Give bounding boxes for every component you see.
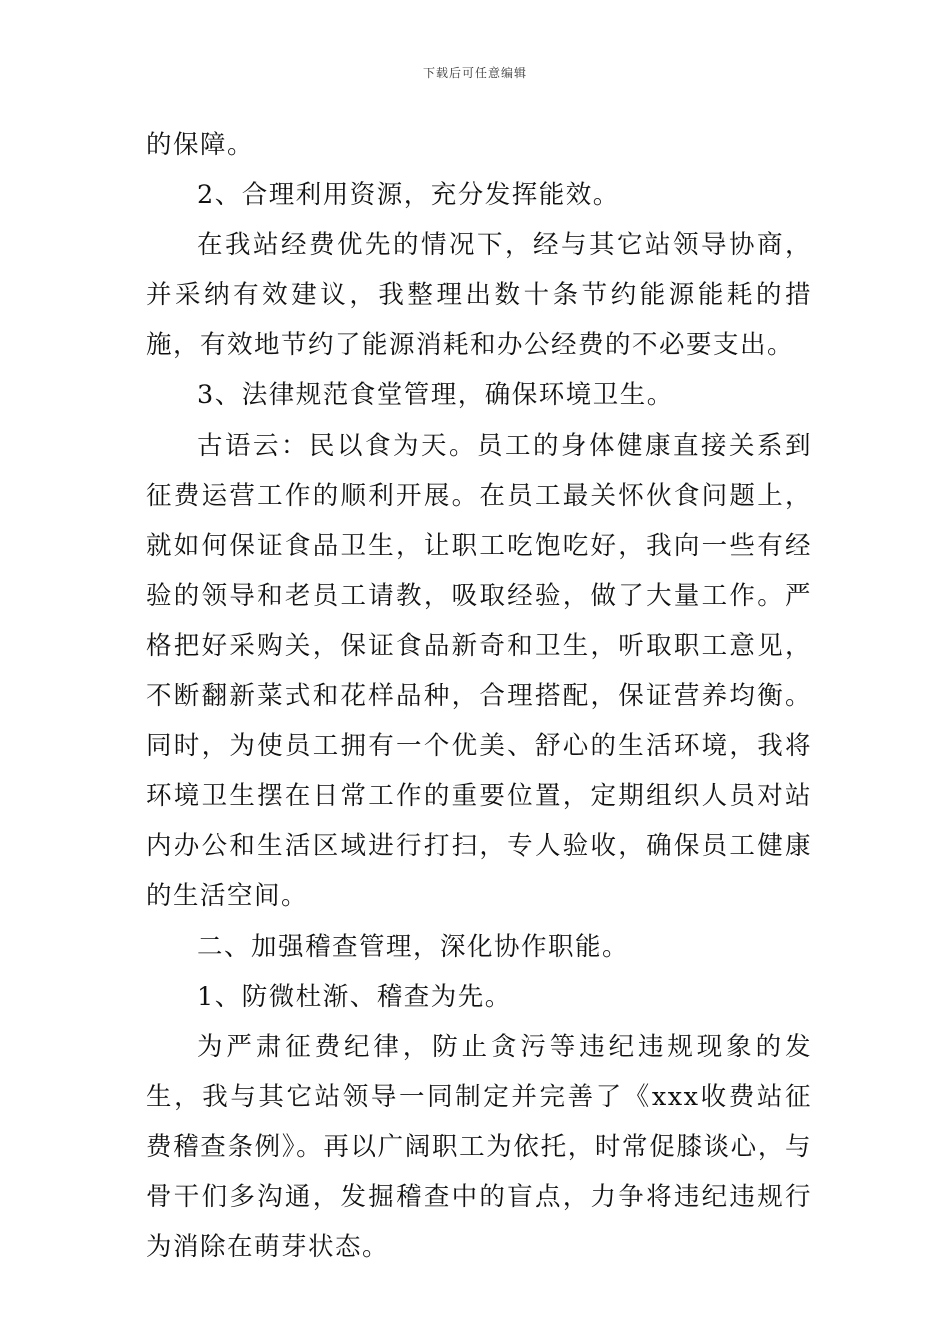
paragraph-continuation: 的保障。: [146, 130, 255, 160]
paragraph-heading-prevention: 1、防微杜渐、稽查为先。: [197, 981, 512, 1012]
page-header: 下载后可任意编辑: [422, 66, 527, 80]
paragraph-energy-saving: 在我站经费优先的情况下，经与其它站领导协商，并采纳有效建议，我整理出数十条节约能源能耗的措施，有效地节约了能源消耗和办公经费的不必要支出。: [146, 230, 812, 361]
document-body: [146, 120, 812, 1272]
paragraph-heading-inspection: 二、加强稽查管理，深化协作职能。: [197, 931, 630, 962]
paragraph-inspection-rules: 为严肃征费纪律，防止贪污等违纪违规现象的发生，我与其它站领导一同制定并完善了《xxx收费站征费稽查条例》。再以广阔职工为依托，时常促膝谈心，与骨干们多沟通，发掘稽查中的盲点，力争将违纪违规行为消除在萌芽状态。: [146, 1031, 812, 1263]
paragraph-canteen-management: 古语云：民以食为天。员工的身体健康直接关系到征费运营工作的顺利开展。在员工最关怀伙食问题上，就如何保证食品卫生，让职工吃饱吃好，我向一些有经验的领导和老员工请教，吸取经验，做了大量工作。严格把好采购关，保证食品新奇和卫生，听取职工意见，不断翻新菜式和花样品种，合理搭配，保证营养均衡。同时，为使员工拥有一个优美、舒心的生活环境，我将环境卫生摆在日常工作的重要位置，定期组织人员对站内办公和生活区域进行打扫，专人验收，确保员工健康的生活空间。: [146, 430, 812, 912]
paragraph-heading-canteen: 3、法律规范食堂管理，确保环境卫生。: [197, 380, 674, 411]
paragraph-heading-resources: 2、合理利用资源，充分发挥能效。: [197, 180, 620, 211]
